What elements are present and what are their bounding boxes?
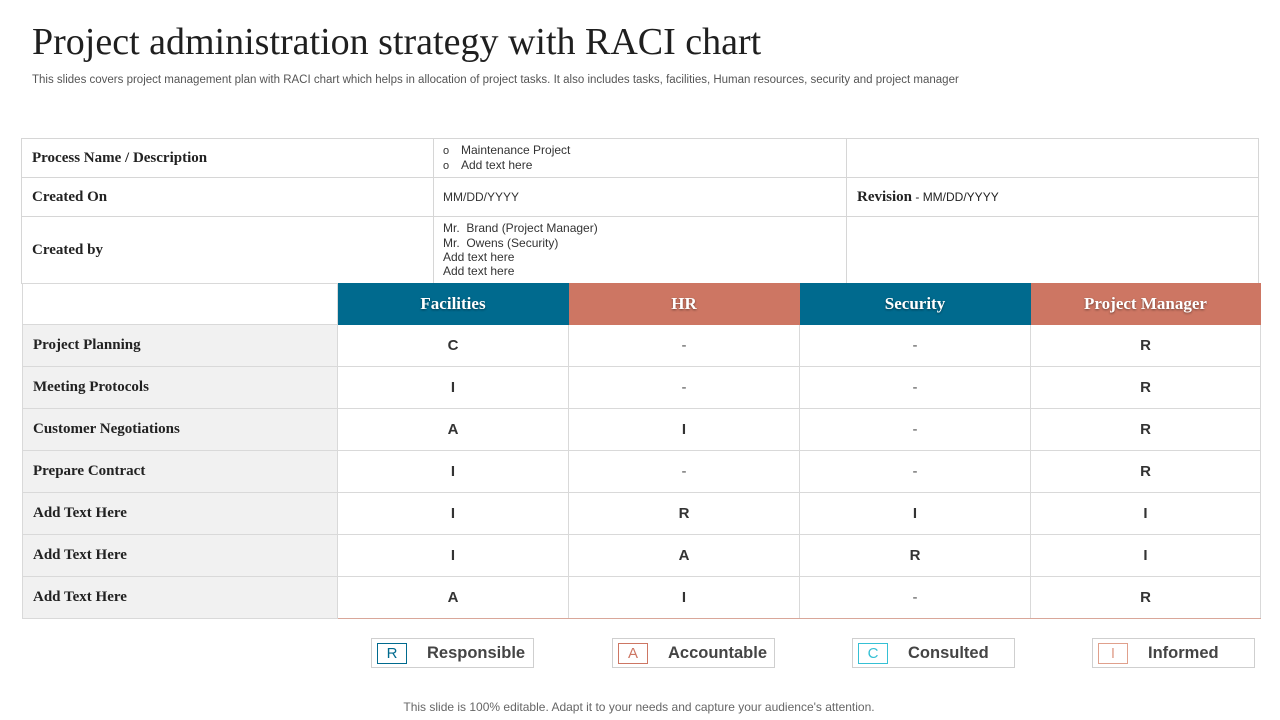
raci-cell: I: [338, 535, 569, 577]
task-name: Add Text Here: [23, 493, 338, 535]
legend-item: [371, 638, 534, 668]
revision-value: MM/DD/YYYY: [922, 190, 999, 204]
raci-header-row: [23, 284, 1261, 325]
creator-line: Mr. Owens (Security): [443, 235, 559, 250]
slide-footer: This slide is 100% editable. Adapt it to your needs and capture your audience's attention.: [403, 700, 875, 714]
process-label: Process Name / Description: [22, 139, 434, 178]
raci-cell: R: [1031, 409, 1261, 451]
raci-cell: I: [338, 451, 569, 493]
task-name: Meeting Protocols: [23, 367, 338, 409]
task-name: Add Text Here: [23, 577, 338, 619]
slide-title: Project administration strategy with RACI chart: [32, 21, 762, 63]
raci-table: [22, 283, 1261, 619]
raci-cell: R: [800, 535, 1031, 577]
info-row-created-on: [22, 178, 1259, 217]
creator-line: Add text here: [443, 264, 515, 279]
raci-row: [23, 325, 1261, 367]
raci-row: [23, 367, 1261, 409]
project-info-table: [21, 138, 1259, 284]
raci-cell: A: [569, 535, 800, 577]
legend-label: Accountable: [668, 643, 768, 662]
process-list: [443, 143, 846, 173]
raci-cell: -: [800, 409, 1031, 451]
process-item: o Add text here: [443, 158, 846, 173]
raci-row: [23, 577, 1261, 619]
raci-cell: -: [800, 367, 1031, 409]
raci-row: [23, 535, 1261, 577]
legend-label: Consulted: [908, 643, 989, 662]
legend-key: R: [377, 643, 407, 664]
raci-cell: -: [569, 451, 800, 493]
raci-cell: R: [1031, 367, 1261, 409]
creator-line: Mr. Brand (Project Manager): [443, 221, 598, 236]
legend-key: C: [858, 643, 888, 664]
raci-cell: C: [338, 325, 569, 367]
header-project-manager: Project Manager: [1031, 284, 1261, 325]
info-row-process: [22, 139, 1259, 178]
raci-cell: I: [338, 493, 569, 535]
raci-cell: I: [1031, 535, 1261, 577]
raci-cell: I: [1031, 493, 1261, 535]
legend-item: [1092, 638, 1255, 668]
raci-corner-cell: [23, 284, 338, 325]
raci-cell: R: [1031, 577, 1261, 619]
raci-cell: I: [569, 409, 800, 451]
raci-cell: I: [800, 493, 1031, 535]
task-name: Project Planning: [23, 325, 338, 367]
header-security: Security: [800, 284, 1031, 325]
process-extra-cell: [847, 139, 1259, 178]
task-name: Add Text Here: [23, 535, 338, 577]
raci-cell: I: [338, 367, 569, 409]
raci-cell: R: [1031, 451, 1261, 493]
raci-cell: -: [569, 367, 800, 409]
created-on-label: Created On: [22, 178, 434, 217]
header-facilities: Facilities: [338, 284, 569, 325]
raci-cell: I: [569, 577, 800, 619]
header-hr: HR: [569, 284, 800, 325]
task-name: Prepare Contract: [23, 451, 338, 493]
task-name: Customer Negotiations: [23, 409, 338, 451]
legend-label: Responsible: [427, 643, 526, 662]
revision-separator: -: [912, 190, 923, 204]
revision-label: Revision: [857, 189, 913, 205]
raci-cell: A: [338, 409, 569, 451]
legend-key: A: [618, 643, 648, 664]
creator-line: Add text here: [443, 250, 515, 264]
revision-cell: [847, 178, 1259, 217]
process-item: o Maintenance Project: [443, 143, 846, 158]
raci-row: [23, 493, 1261, 535]
raci-cell: -: [800, 325, 1031, 367]
slide-subtitle: This slides covers project management plan with RACI chart which helps in allocation of project tasks. It also includes tasks, facilities, Human resources, security and project manager: [32, 74, 959, 86]
legend-label: Informed: [1148, 643, 1219, 662]
created-on-value: MM/DD/YYYY: [434, 178, 847, 217]
raci-cell: -: [569, 325, 800, 367]
created-by-label: Created by: [22, 217, 434, 284]
raci-cell: R: [1031, 325, 1261, 367]
created-by-extra-cell: [847, 217, 1259, 284]
legend-key: I: [1098, 643, 1128, 664]
legend-item: [612, 638, 775, 668]
created-by-list: [434, 217, 847, 284]
process-description: [434, 139, 847, 178]
info-row-created-by: [22, 217, 1259, 284]
raci-cell: -: [800, 451, 1031, 493]
legend-item: [852, 638, 1015, 668]
raci-cell: R: [569, 493, 800, 535]
raci-cell: -: [800, 577, 1031, 619]
raci-row: [23, 451, 1261, 493]
raci-cell: A: [338, 577, 569, 619]
raci-row: [23, 409, 1261, 451]
